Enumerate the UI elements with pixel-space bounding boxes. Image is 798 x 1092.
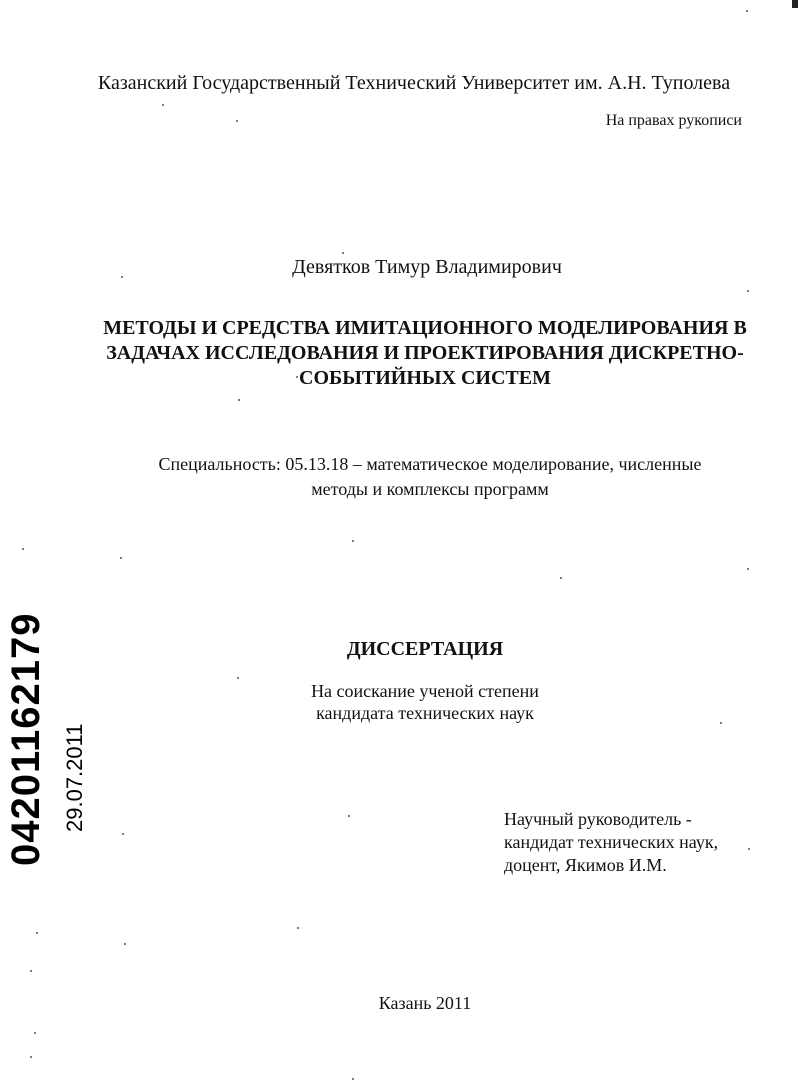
scan-speck (342, 252, 344, 254)
advisor-line-2: кандидат технических наук, (504, 832, 719, 852)
specialty (120, 452, 740, 502)
scan-speck (747, 290, 749, 292)
degree-line-1: На соискание ученой степени (311, 681, 539, 701)
author-name: Девятков Тимур Владимирович (292, 256, 562, 278)
scan-speck (30, 970, 32, 972)
degree (100, 680, 750, 724)
scan-corner-mark (792, 0, 798, 8)
scan-speck (296, 376, 298, 378)
scan-speck (348, 815, 350, 817)
scan-speck (22, 548, 24, 550)
degree-line-2: кандидата технических наук (316, 703, 534, 723)
scan-speck (122, 833, 124, 835)
thesis-title-line-3: СОБЫТИЙНЫХ СИСТЕМ (299, 367, 551, 389)
scan-speck (162, 104, 164, 106)
scan-speck (124, 943, 126, 945)
university-name: Казанский Государственный Технический Университет им. А.Н. Туполева (97, 72, 731, 94)
scan-speck (36, 932, 38, 934)
scan-speck (34, 1032, 36, 1034)
scan-speck (120, 557, 122, 559)
advisor-line-3: доцент, Якимов И.М. (504, 855, 667, 875)
advisor (504, 808, 718, 877)
specialty-line-1: Специальность: 05.13.18 – математическое моделирование, численные (158, 454, 702, 474)
scan-speck (747, 568, 749, 570)
library-stamp-number: 04201162179 (4, 612, 48, 866)
thesis-title-line-2: ЗАДАЧАХ ИССЛЕДОВАНИЯ И ПРОЕКТИРОВАНИЯ ДИСКРЕТНО- (106, 342, 744, 364)
scan-speck (352, 540, 354, 542)
library-stamp-date: 29.07.2011 (62, 723, 87, 832)
scan-speck (748, 848, 750, 850)
scan-speck (297, 927, 299, 929)
advisor-line-1: Научный руководитель - (504, 809, 692, 829)
city-year: Казань 2011 (378, 993, 472, 1013)
scan-speck (238, 399, 240, 401)
specialty-line-2: методы и комплексы программ (311, 479, 549, 499)
scan-speck (121, 276, 123, 278)
document-type: ДИССЕРТАЦИЯ (346, 638, 504, 660)
scan-speck (236, 120, 238, 122)
scan-speck (746, 10, 748, 12)
scan-speck (237, 677, 239, 679)
thesis-title (100, 316, 750, 391)
scan-speck (352, 1078, 354, 1080)
scan-speck (720, 722, 722, 724)
scan-speck (560, 577, 562, 579)
rights-note: На правах рукописи (605, 112, 742, 129)
thesis-title-line-1: МЕТОДЫ И СРЕДСТВА ИМИТАЦИОННОГО МОДЕЛИРОВАНИЯ В (103, 317, 747, 339)
scan-speck (30, 1056, 32, 1058)
